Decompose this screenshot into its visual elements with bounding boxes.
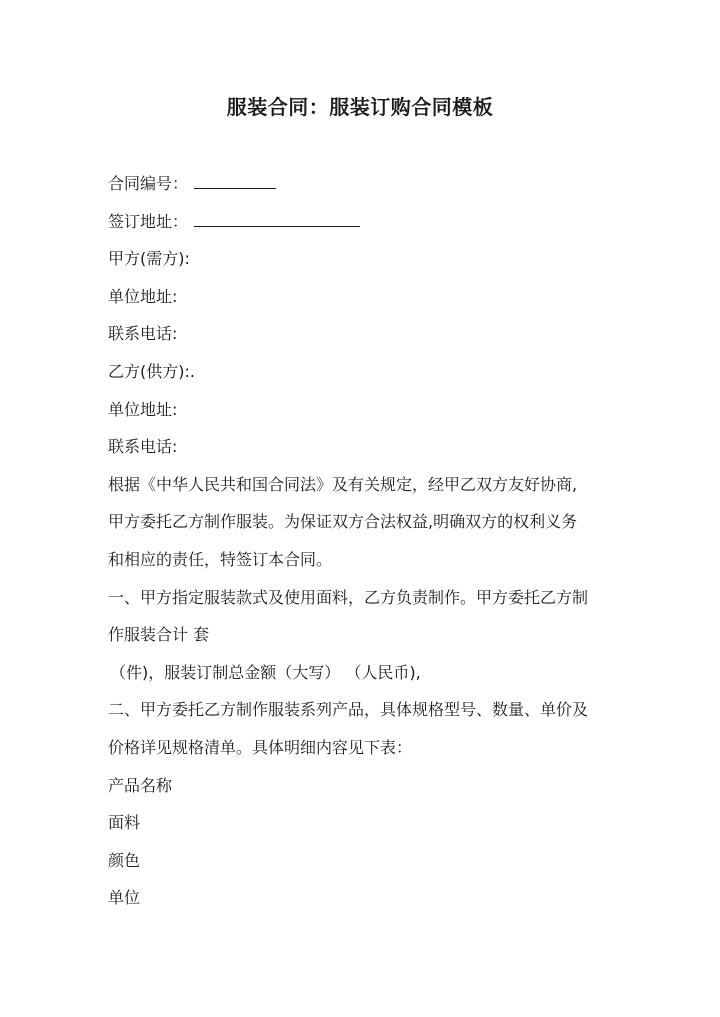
table-field-product-name: 产品名称	[108, 775, 173, 795]
table-field-color: 颜色	[108, 850, 141, 870]
contract-number-blank	[194, 168, 276, 189]
table-field-unit: 单位	[108, 888, 141, 908]
clause-1-line: 作服装合计 套	[108, 625, 210, 645]
clause-1-line: （件)，服装订制总金额（大写） （人民币),	[110, 662, 421, 682]
party-b-heading: 乙方(供方):.	[108, 361, 195, 381]
signing-place-blank	[194, 206, 360, 227]
clause-1-line: 一、甲方指定服装款式及使用面料，乙方负责制作。甲方委托乙方制	[108, 587, 589, 607]
clause-2-line: 二、甲方委托乙方制作服装系列产品，具体规格型号、数量、单价及	[108, 700, 589, 720]
preamble-line: 根据《中华人民共和国合同法》及有关规定，经甲乙双方友好协商,	[108, 474, 578, 494]
table-field-fabric: 面料	[108, 813, 141, 833]
preamble-line: 和相应的责任，特签订本合同。	[108, 549, 333, 569]
signing-place-line	[108, 203, 628, 241]
party-b-address-label: 单位地址:	[108, 399, 178, 419]
signing-place-label: 签订地址：	[108, 211, 189, 231]
contract-number-label: 合同编号：	[108, 174, 189, 193]
party-b-phone-label: 联系电话:	[108, 437, 178, 457]
party-a-address-label: 单位地址:	[108, 286, 178, 306]
party-a-heading: 甲方(需方):	[108, 249, 190, 269]
contract-number-line	[108, 165, 628, 203]
page-title: 服装合同：服装订购合同模板	[226, 95, 494, 119]
party-a-phone-label: 联系电话:	[108, 324, 178, 344]
clause-2-line: 价格详见规格清单。具体明细内容见下表：	[108, 737, 413, 757]
preamble-line: 甲方委托乙方制作服装。为保证双方合法权益,明确双方的权利义务	[108, 512, 578, 532]
contract-body	[108, 165, 628, 917]
